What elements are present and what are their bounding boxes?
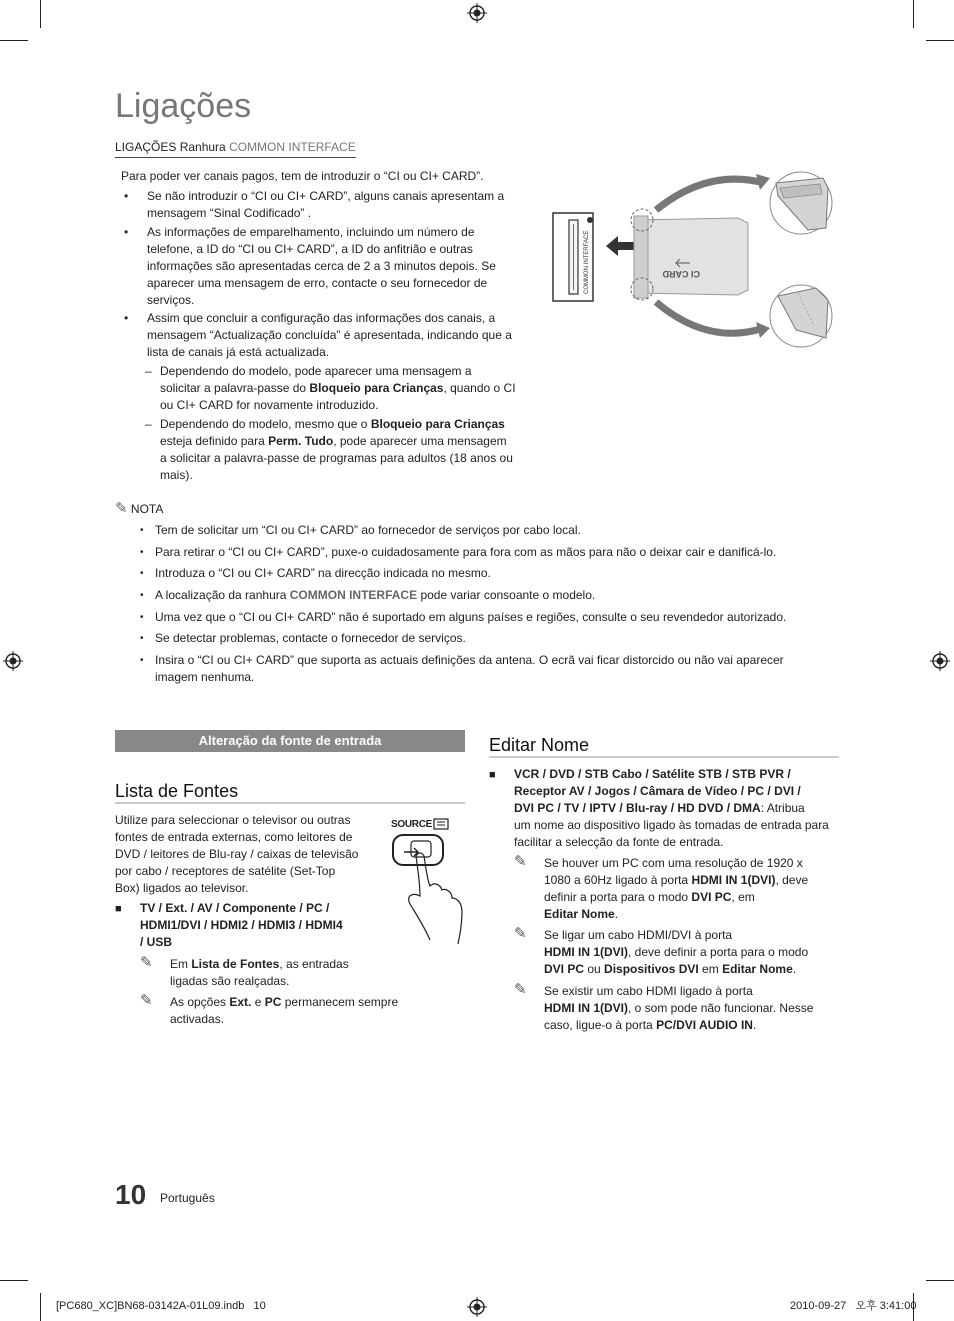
text-line: Se ligar um cabo HDMI/DVI à porta <box>544 928 733 942</box>
text-line: As informações de emparelhamento, incluindo um número de <box>147 225 475 239</box>
list-item-text: Se detectar problemas, contacte o fornecedor de serviços. <box>155 631 466 645</box>
text-line <box>544 906 808 923</box>
text-line: um nome ao dispositivo ligado às tomadas de entrada para <box>514 818 829 832</box>
text-run: COMMON INTERFACE <box>289 588 418 602</box>
registration-mark-icon <box>3 651 23 671</box>
text-line: DVD / leitores de Blu-ray / caixas de televisão <box>115 847 359 861</box>
text-line <box>544 872 808 889</box>
text-line: Receptor AV / Jogos / Câmara de Vídeo / PC / DVI / <box>514 784 801 798</box>
text-line: facilitar a selecção da fonte de entrada. <box>514 835 724 849</box>
list-item-text: Para retirar o “CI ou CI+ CARD”, puxe-o cuidadosamente para fora com as mãos para não o deixar cair e danificá-lo. <box>155 545 777 559</box>
list-item-text: Uma vez que o “CI ou CI+ CARD” não é suportado em alguns países e regiões, consulte o seu revendedor autorizado. <box>155 610 787 624</box>
bullet-mark: • <box>124 311 129 325</box>
text-line: Assim que concluir a configuração das informações dos canais, a <box>147 311 496 325</box>
note-pen-icon: ✎ <box>115 500 128 517</box>
crop-mark <box>0 40 28 41</box>
text-run: DVI PC / TV / IPTV / Blu-ray / HD DVD / DMA <box>514 801 761 815</box>
sub-item-text <box>160 363 516 414</box>
bullet-mark: • <box>140 590 144 601</box>
source-list <box>140 900 380 951</box>
text-run: Perm. Tudo <box>268 434 334 448</box>
text-run: PC/DVI AUDIO IN <box>656 1018 753 1032</box>
ci-intro: Para poder ver canais pagos, tem de introduzir o “CI ou CI+ CARD”. <box>121 169 484 183</box>
text-run: DVI PC <box>544 962 585 976</box>
text-run: caso, ligue-o à porta <box>544 1018 657 1032</box>
text-run: e <box>251 995 265 1009</box>
text-line <box>544 944 808 961</box>
text-line: mais). <box>160 468 193 482</box>
text-line: HDMI1/DVI / HDMI2 / HDMI3 / HDMI4 <box>140 918 343 932</box>
card-label: CI CARD <box>662 269 700 279</box>
text-line: ligadas são realçadas. <box>170 974 290 988</box>
bullet-mark: • <box>124 189 129 203</box>
text-run: Bloqueio para Crianças <box>370 417 505 431</box>
text-line: serviços. <box>147 293 195 307</box>
heading-rule <box>489 756 839 758</box>
breadcrumb-part: COMMON INTERFACE <box>229 140 356 154</box>
text-run: , quando o CI <box>443 381 516 395</box>
text-line <box>160 416 513 433</box>
text-run: ou <box>584 962 605 976</box>
section-bar: Alteração da fonte de entrada <box>115 730 465 752</box>
text-run: PC <box>264 995 282 1009</box>
note-text <box>544 855 808 923</box>
bullet-mark: • <box>140 633 144 644</box>
dash-mark: – <box>145 364 152 378</box>
slot-label: COMMON INTERFACE <box>584 230 590 294</box>
text-line: por cabo / receptores de satélite (Set-Top <box>115 864 336 878</box>
square-bullet: ■ <box>115 903 122 915</box>
text-run: Dependendo do modelo, mesmo que o <box>160 417 371 431</box>
text-line <box>544 961 808 978</box>
note-text <box>544 983 813 1034</box>
note-text <box>544 927 808 978</box>
text-line: VCR / DVD / STB Cabo / Satélite STB / STB PVR / <box>514 767 791 781</box>
text-line <box>160 380 516 397</box>
note-pen-icon: ✎ <box>140 992 153 1009</box>
sub-item-text <box>160 416 513 484</box>
text-line: Insira o “CI ou CI+ CARD” que suporta as actuais definições da antena. O ecrã vai ficar distorcido ou não vai aparecer <box>155 653 784 667</box>
text-run: Em <box>170 957 192 971</box>
text-run: pode variar consoante o modelo. <box>417 588 596 602</box>
text-run: . <box>752 1018 757 1032</box>
heading-rule <box>115 802 465 804</box>
text-run: A localização da ranhura <box>155 588 290 602</box>
list-item-text <box>147 224 496 309</box>
text-run: : Atribua <box>760 801 805 815</box>
text-line <box>170 994 398 1011</box>
crop-mark <box>0 1280 28 1281</box>
text-run: permanecem sempre <box>281 995 399 1009</box>
bullet-mark: • <box>140 568 144 579</box>
text-run: em <box>698 962 723 976</box>
section-heading: Lista de Fontes <box>115 781 239 801</box>
list-item-text <box>155 587 595 604</box>
list-item-text <box>155 652 784 686</box>
text-line: Se existir um cabo HDMI ligado à porta <box>544 984 753 998</box>
text-line: aparecer uma mensagem de erro, contacte o seu fornecedor de <box>147 276 488 290</box>
text-run: Lista de Fontes <box>191 957 280 971</box>
device-list <box>514 766 844 817</box>
registration-mark-icon <box>467 1297 487 1317</box>
bullet-mark: • <box>140 525 144 536</box>
remote-source-icon <box>433 818 449 830</box>
list-item-text: Tem de solicitar um “CI ou CI+ CARD” ao fornecedor de serviços por cabo local. <box>155 523 581 537</box>
text-run: , deve definir a porta para o modo <box>628 945 809 959</box>
text-line: activadas. <box>170 1012 225 1026</box>
hand-pressing-button-icon <box>388 830 468 948</box>
print-footer-right: 2010-09-27 오후 3:41:00 <box>790 1300 917 1312</box>
note-pen-icon: ✎ <box>140 954 153 971</box>
text-line <box>514 800 844 817</box>
page-number: 10 <box>115 1179 147 1210</box>
text-run: definir a porta para o modo <box>544 890 692 904</box>
text-line <box>170 956 349 973</box>
text-line: TV / Ext. / AV / Componente / PC / <box>140 901 330 915</box>
text-line: ou CI+ CARD for novamente introduzido. <box>160 398 379 412</box>
text-line: mensagem “Sinal Codificado” . <box>147 206 312 220</box>
section-heading: Editar Nome <box>489 735 590 755</box>
text-run: , pode aparecer uma mensagem <box>333 434 507 448</box>
note-text <box>170 994 398 1028</box>
note-text <box>170 956 349 990</box>
text-line <box>160 433 513 450</box>
nota-label: NOTA <box>130 502 164 516</box>
text-line <box>544 889 808 906</box>
text-line: / USB <box>140 935 173 949</box>
text-run: , em <box>731 890 755 904</box>
text-run: . <box>614 907 619 921</box>
text-line <box>544 1017 813 1034</box>
text-line: Se houver um PC com uma resolução de 1920 x <box>544 856 803 870</box>
text-run: solicitar a palavra-passe do <box>160 381 310 395</box>
text-line <box>544 1000 813 1017</box>
text-line: Se não introduzir o “CI ou CI+ CARD”, alguns canais apresentam a <box>147 189 505 203</box>
text-line: Box) ligados ao televisor. <box>115 881 249 895</box>
ci-card-illustration <box>548 168 838 350</box>
crop-mark <box>40 0 41 28</box>
list-item-text: Introduza o “CI ou CI+ CARD” na direcção indicada no mesmo. <box>155 566 491 580</box>
text-run: HDMI IN 1(DVI) <box>544 945 628 959</box>
crop-mark <box>926 40 954 41</box>
text-line: fontes de entrada externas, como leitores de <box>115 830 353 844</box>
nota-heading <box>115 500 163 518</box>
list-item-text <box>147 310 512 361</box>
text-run: Editar Nome <box>722 962 793 976</box>
bullet-mark: • <box>124 225 129 239</box>
text-run: . <box>792 962 797 976</box>
text-run: HDMI IN 1(DVI) <box>691 873 776 887</box>
note-pen-icon: ✎ <box>514 925 527 942</box>
text-run: Editar Nome <box>544 907 615 921</box>
text-run: 1080 a 60Hz ligado à porta <box>544 873 692 887</box>
text-line: Dependendo do modelo, pode aparecer uma mensagem a <box>160 364 472 378</box>
crop-mark <box>926 1280 954 1281</box>
print-footer-left: [PC680_XC]BN68-03142A-01L09.indb 10 <box>56 1300 266 1312</box>
source-label: SOURCE <box>391 819 432 830</box>
text-line: imagem nenhuma. <box>155 670 255 684</box>
breadcrumb-part: LIGAÇÕES <box>115 140 177 154</box>
text-line: lista de canais já está actualizada. <box>147 345 330 359</box>
paragraph <box>115 812 375 897</box>
note-pen-icon: ✎ <box>514 981 527 998</box>
note-pen-icon: ✎ <box>514 853 527 870</box>
text-line: informações são apresentadas cerca de 2 a 3 minutos depois. Se <box>147 259 496 273</box>
text-run: , o som pode não funcionar. Nesse <box>628 1001 814 1015</box>
text-run: Ext. <box>229 995 252 1009</box>
crop-mark <box>913 0 914 28</box>
page-language: Português <box>160 1191 215 1205</box>
text-run: DVI PC <box>691 890 732 904</box>
bullet-mark: • <box>140 612 144 623</box>
text-run: As opções <box>170 995 230 1009</box>
text-line: Utilize para seleccionar o televisor ou outras <box>115 813 351 827</box>
list-item-text <box>147 188 504 222</box>
text-line: mensagem “Actualização concluída” é apresentada, indicando que a <box>147 328 512 342</box>
text-run: , as entradas <box>279 957 349 971</box>
text-run: esteja definido para <box>160 434 269 448</box>
text-run: HDMI IN 1(DVI) <box>544 1001 628 1015</box>
page-title: Ligações <box>115 87 252 125</box>
text-line: a solicitar a palavra-passe de programas para adultos (18 anos ou <box>160 451 513 465</box>
text-run: Bloqueio para Crianças <box>309 381 444 395</box>
breadcrumb-part: Ranhura <box>176 140 230 154</box>
paragraph <box>514 817 844 851</box>
square-bullet: ■ <box>489 769 496 781</box>
crop-mark <box>40 1293 41 1321</box>
text-run: Dispositivos DVI <box>604 962 699 976</box>
text-run: , deve <box>775 873 809 887</box>
bullet-mark: • <box>140 655 144 666</box>
text-line: telefone, a ID do “CI ou CI+ CARD”, a ID do anfitrião e outras <box>147 242 473 256</box>
bullet-mark: • <box>140 547 144 558</box>
dash-mark: – <box>145 417 152 431</box>
registration-mark-icon <box>467 3 487 23</box>
breadcrumb <box>115 139 356 158</box>
registration-mark-icon <box>930 651 950 671</box>
